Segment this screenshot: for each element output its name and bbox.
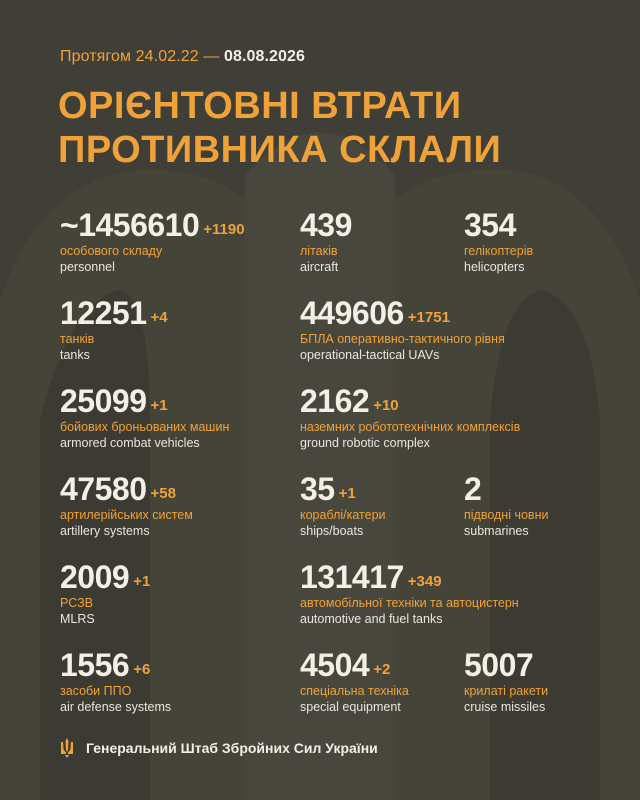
stat-value: ~1456610	[60, 207, 200, 243]
stat-label-en: ground robotic complex	[300, 436, 430, 450]
stat-value: 5007	[464, 647, 534, 683]
stat-value: 12251	[60, 295, 147, 331]
stat-label-ua: літаків	[300, 244, 338, 258]
stat-delta: +10	[373, 397, 399, 414]
stat-uavs	[300, 296, 505, 363]
stat-aircraft	[300, 208, 352, 275]
stat-delta: +58	[150, 485, 176, 502]
stat-value: 354	[464, 207, 516, 243]
stat-label-ua: підводні човни	[464, 508, 549, 522]
stat-cruise-missiles	[464, 648, 548, 715]
stat-delta: +1	[150, 397, 168, 414]
stat-value: 449606	[300, 295, 404, 331]
stat-label-en: artillery systems	[60, 524, 150, 538]
stat-value: 4504	[300, 647, 370, 683]
stat-label-en: air defense systems	[60, 700, 172, 714]
stat-vehicles	[300, 560, 519, 627]
stat-value: 2	[464, 471, 482, 507]
stat-label-ua: танків	[60, 332, 95, 346]
stat-label-en: ships/boats	[300, 524, 364, 538]
period-prefix: Протягом 24.02.22 —	[60, 48, 220, 65]
stat-delta: +1	[133, 573, 151, 590]
stat-ships	[300, 472, 386, 539]
stat-label-en: automotive and fuel tanks	[300, 612, 443, 626]
stat-label-ua: бойових броньованих машин	[60, 420, 230, 434]
stat-label-en: helicopters	[464, 260, 525, 274]
stat-delta: +1751	[407, 309, 450, 326]
stat-label-en: tanks	[60, 348, 90, 362]
stat-label-ua: автомобільної техніки та автоцистерн	[300, 596, 519, 610]
stat-value: 35	[300, 471, 335, 507]
stat-value: 1556	[60, 647, 130, 683]
stat-delta: +1190	[203, 221, 245, 238]
stat-label-ua: засоби ППО	[60, 684, 132, 698]
title-line-1: ОРІЄНТОВНІ ВТРАТИ	[58, 85, 462, 127]
stat-air-defense	[60, 648, 171, 715]
stat-value: 47580	[60, 471, 147, 507]
trident-icon	[60, 738, 74, 758]
stat-label-en: submarines	[464, 524, 529, 538]
stat-label-ua: БПЛА оперативно-тактичного рівня	[300, 332, 505, 346]
stat-mlrs	[60, 560, 150, 627]
stat-delta: +4	[150, 309, 168, 326]
stat-delta: +1	[338, 485, 356, 502]
stat-value: 2009	[60, 559, 130, 595]
period-label	[60, 48, 305, 66]
stat-acv	[60, 384, 229, 451]
stat-label-ua: наземних робототехнічних комплексів	[300, 420, 521, 434]
stat-label-en: cruise missiles	[464, 700, 546, 714]
stat-helicopters	[464, 208, 533, 275]
stat-tanks	[60, 296, 168, 363]
stat-special-equipment	[300, 648, 409, 715]
stat-delta: +349	[407, 573, 442, 590]
period-end-date: 08.08.2026	[223, 48, 306, 65]
title-line-2: ПРОТИВНИКА СКЛАЛИ	[58, 129, 502, 171]
stat-label-en: operational-tactical UAVs	[300, 348, 440, 362]
stat-artillery	[60, 472, 193, 539]
stat-robotic	[300, 384, 520, 451]
stat-label-en: aircraft	[300, 260, 339, 274]
stat-personnel	[60, 208, 245, 275]
stat-label-ua: спеціальна техніка	[300, 684, 409, 698]
stat-label-en: personnel	[60, 260, 115, 274]
stat-label-ua: гелікоптерів	[464, 244, 534, 258]
stat-value: 439	[300, 207, 352, 243]
stat-value: 2162	[300, 383, 370, 419]
footer	[60, 738, 378, 758]
stat-label-ua: крилаті ракети	[464, 684, 549, 698]
stat-label-ua: РСЗВ	[60, 596, 93, 610]
page-title	[58, 84, 578, 172]
stat-label-ua: особового складу	[60, 244, 163, 258]
stat-label-en: special equipment	[300, 700, 401, 714]
stat-label-ua: кораблі/катери	[300, 508, 386, 522]
stat-label-en: armored combat vehicles	[60, 436, 200, 450]
stat-label-ua: артилерійських систем	[60, 508, 193, 522]
stat-label-en: MLRS	[60, 612, 95, 626]
stat-submarines	[464, 472, 548, 539]
stat-value: 25099	[60, 383, 147, 419]
stat-delta: +2	[373, 661, 391, 678]
stat-delta: +6	[133, 661, 151, 678]
footer-org-name: Генеральний Штаб Збройних Сил України	[86, 740, 378, 756]
stat-value: 131417	[300, 559, 404, 595]
